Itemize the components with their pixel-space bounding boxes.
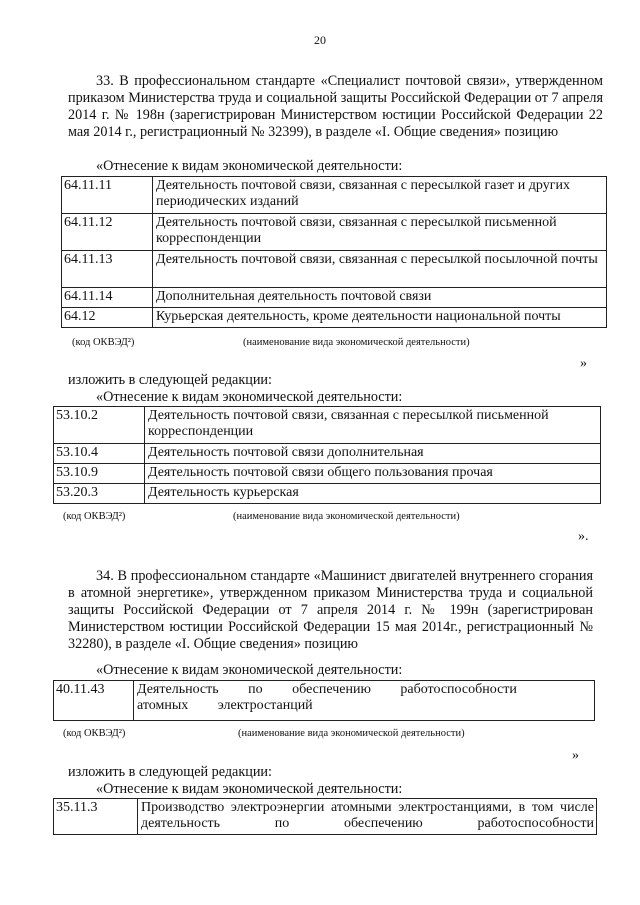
item-34-table-title-new: «Отнесение к видам экономической деятельности: [96, 781, 403, 797]
okved-activity-name: Деятельность почтовой связи общего пользования прочая [145, 464, 601, 484]
item-33-table-title-new: «Отнесение к видам экономической деятельности: [96, 389, 403, 405]
okved-activity-name: Деятельность почтовой связи, связанная с пересылкой газет и других периодических изданий [153, 177, 607, 214]
page-number: 20 [314, 33, 326, 47]
item-34-old-okved-table [53, 680, 595, 721]
okved-activity-name: Деятельность курьерская [145, 484, 601, 504]
caption-activity-name: (наименование вида экономической деятельности) [238, 728, 465, 739]
item-34-replace-text: изложить в следующей редакции: [68, 764, 272, 780]
okved-code: 53.10.2 [54, 407, 145, 444]
caption-okved-code: (код ОКВЭД²) [72, 337, 135, 348]
item-33-new-okved-table [53, 406, 601, 504]
table-row [54, 444, 601, 464]
item-34-paragraph: 34. В профессиональном стандарте «Машинист двигателей внутреннего сгорания в атомной энергетике», утвержденном приказом Министерства труда и социальной защиты Российской Федерации от 7 апреля 2014 г. № 199н (зарегистрирован Министерством юстиции Российской Федерации 15 мая 2014г., регистрационный № 32280), в разделе «I. Общие сведения» позицию [68, 568, 593, 652]
okved-code: 64.11.14 [62, 288, 153, 308]
closing-quote: » [580, 356, 587, 371]
table-row [54, 681, 595, 721]
okved-code: 64.11.13 [62, 251, 153, 288]
okved-activity-name: Курьерская деятельность, кроме деятельности национальной почты [153, 308, 607, 328]
okved-activity-name: Деятельность почтовой связи, связанная с пересылкой письменной корреспонденции [153, 214, 607, 251]
caption-okved-code: (код ОКВЭД²) [63, 728, 126, 739]
table-row [62, 214, 607, 251]
okved-code: 53.10.4 [54, 444, 145, 464]
closing-quote: ». [578, 529, 589, 544]
okved-code: 64.12 [62, 308, 153, 328]
table-row [62, 288, 607, 308]
okved-code: 53.10.9 [54, 464, 145, 484]
okved-activity-name: Деятельность почтовой связи, связанная с пересылкой письменной корреспонденции [145, 407, 601, 444]
item-33-paragraph: 33. В профессиональном стандарте «Специалист почтовой связи», утвержденном приказом Министерства труда и социальной защиты Российской Федерации от 7 апреля 2014 г. № 198н (зарегистрирован Министерством юстиции Российской Федерации 22 мая 2014 г., регистрационный № 32399), в разделе «I. Общие сведения» позицию [68, 73, 603, 140]
item-34-table-title-old: «Отнесение к видам экономической деятельности: [96, 662, 403, 678]
okved-code: 64.11.11 [62, 177, 153, 214]
okved-activity-name: Деятельность почтовой связи дополнительная [145, 444, 601, 464]
okved-activity-name: Деятельность по обеспечению работоспособности атомных электростанций [134, 681, 595, 721]
table-row [62, 251, 607, 288]
okved-activity-name: Дополнительная деятельность почтовой связи [153, 288, 607, 308]
caption-okved-code: (код ОКВЭД²) [63, 511, 126, 522]
okved-activity-name: Деятельность почтовой связи, связанная с пересылкой посылочной почты [153, 251, 607, 288]
item-33-old-okved-table [61, 176, 607, 328]
item-33-table-title-old: «Отнесение к видам экономической деятельности: [96, 158, 403, 174]
item-34-new-okved-table [53, 798, 597, 835]
okved-code: 40.11.43 [54, 681, 134, 721]
okved-code: 64.11.12 [62, 214, 153, 251]
table-row [54, 407, 601, 444]
table-row [62, 308, 607, 328]
okved-code: 35.11.3 [54, 799, 138, 835]
table-row [62, 177, 607, 214]
closing-quote: » [572, 748, 579, 763]
table-row [54, 799, 597, 835]
caption-activity-name: (наименование вида экономической деятельности) [243, 337, 470, 348]
caption-activity-name: (наименование вида экономической деятельности) [233, 511, 460, 522]
okved-code: 53.20.3 [54, 484, 145, 504]
table-row [54, 484, 601, 504]
table-row [54, 464, 601, 484]
item-33-replace-text: изложить в следующей редакции: [68, 372, 272, 388]
okved-activity-name: Производство электроэнергии атомными электростанциями, в том числе деятельность по обеспечению работоспособности [138, 799, 597, 835]
